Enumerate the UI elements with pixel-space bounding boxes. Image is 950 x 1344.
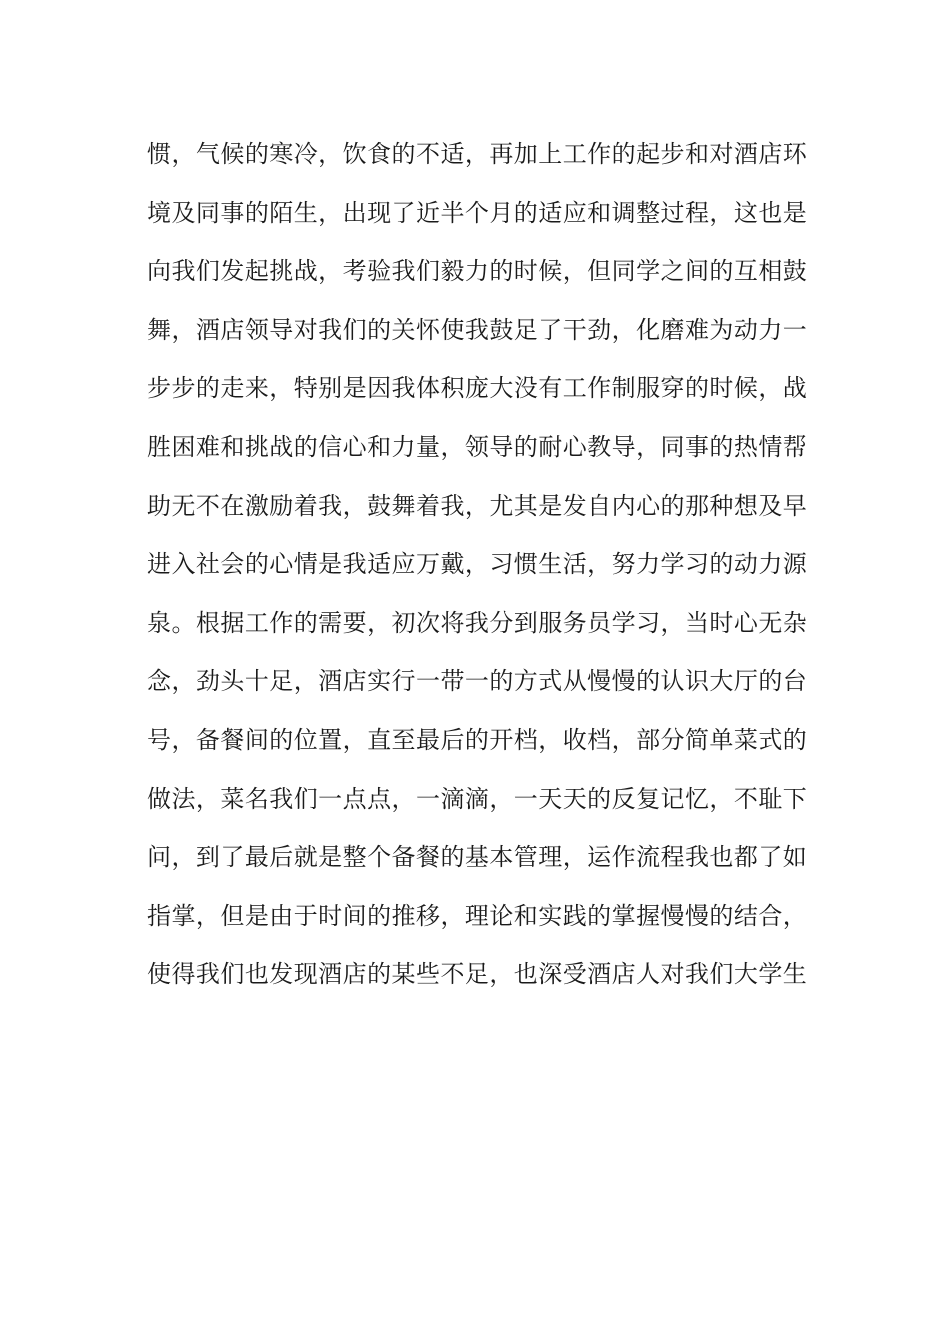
text-line: 舞，酒店领导对我们的关怀使我鼓足了干劲，化磨难为动力一	[147, 315, 807, 344]
text-line: 使得我们也发现酒店的某些不足，也深受酒店人对我们大学生	[147, 960, 807, 989]
text-line: 惯，气候的寒冷，饮食的不适，再加上工作的起步和对酒店环	[147, 140, 807, 168]
body-text	[147, 133, 807, 1012]
text-line: 问，到了最后就是整个备餐的基本管理，运作流程我也都了如	[147, 843, 807, 872]
text-line: 号，备餐间的位置，直至最后的开档，收档，部分简单菜式的	[147, 725, 807, 754]
text-line: 胜困难和挑战的信心和力量，领导的耐心教导，同事的热情帮	[147, 432, 807, 461]
text-line: 助无不在激励着我，鼓舞着我，尤其是发自内心的那种想及早	[147, 491, 807, 520]
text-line: 泉。根据工作的需要，初次将我分到服务员学习，当时心无杂	[147, 608, 807, 637]
text-line: 进入社会的心情是我适应万戴，习惯生活，努力学习的动力源	[147, 550, 807, 579]
text-line: 境及同事的陌生，出现了近半个月的适应和调整过程，这也是	[147, 198, 807, 227]
text-line: 指掌，但是由于时间的推移，理论和实践的掌握慢慢的结合，	[147, 901, 807, 930]
text-line: 向我们发起挑战，考验我们毅力的时候，但同学之间的互相鼓	[147, 257, 807, 286]
text-line: 念，劲头十足，酒店实行一带一的方式从慢慢的认识大厅的台	[147, 667, 807, 696]
text-line: 步步的走来，特别是因我体积庞大没有工作制服穿的时候，战	[147, 374, 807, 403]
text-line: 做法，菜名我们一点点，一滴滴，一天天的反复记忆，不耻下	[147, 784, 807, 813]
